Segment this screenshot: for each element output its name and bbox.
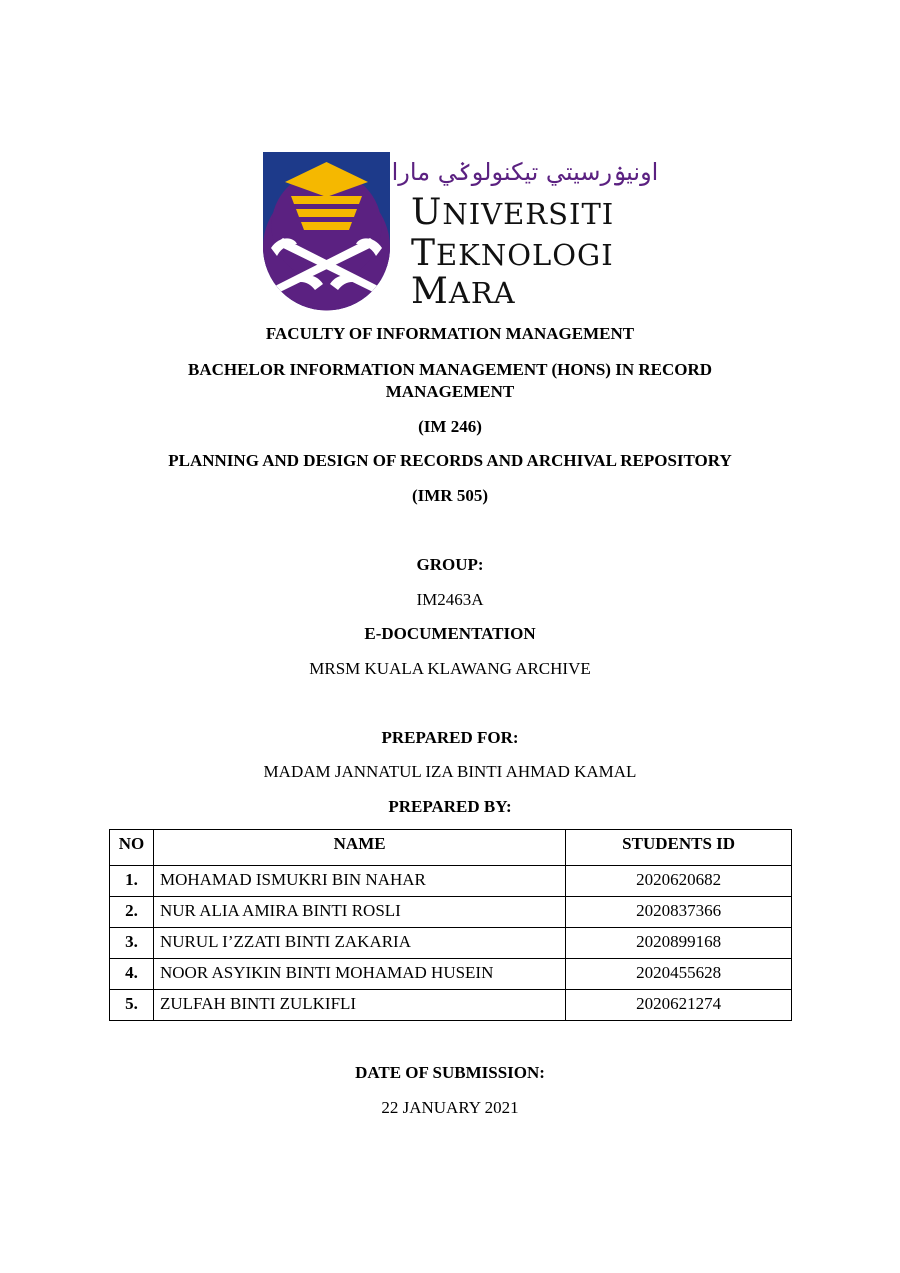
programme-title-line1: BACHELOR INFORMATION MANAGEMENT (HONS) IN RECORD	[187, 360, 713, 379]
logo-word-universiti: UNIVERSITI	[411, 192, 615, 233]
student-name: NURUL I’ZZATI BINTI ZAKARIA	[153, 928, 565, 959]
project-label: E-DOCUMENTATION	[364, 624, 536, 643]
members-table	[109, 829, 792, 1021]
student-name: NUR ALIA AMIRA BINTI ROSLI	[153, 897, 565, 928]
programme-code: (IM 246)	[418, 417, 482, 436]
table-row	[110, 990, 792, 1021]
faculty-title: FACULTY OF INFORMATION MANAGEMENT	[265, 324, 635, 343]
uitm-logo	[263, 150, 659, 312]
table-row	[110, 928, 792, 959]
submission-label: DATE OF SUBMISSION:	[355, 1063, 545, 1082]
table-header-row	[110, 830, 792, 866]
student-id: 2020837366	[566, 897, 792, 928]
prepared-by-label: PREPARED BY:	[388, 797, 512, 816]
table-row	[110, 959, 792, 990]
student-name: MOHAMAD ISMUKRI BIN NAHAR	[153, 866, 565, 897]
column-header-student-id: STUDENTS ID	[566, 830, 792, 866]
row-number: 5.	[110, 990, 154, 1021]
uitm-shield-emblem	[263, 152, 390, 310]
group-value: IM2463A	[416, 590, 484, 609]
row-number: 2.	[110, 897, 154, 928]
student-id: 2020899168	[566, 928, 792, 959]
row-number: 1.	[110, 866, 154, 897]
logo-word-mara: MARA	[411, 271, 516, 312]
submission-date: 22 JANUARY 2021	[381, 1098, 519, 1117]
student-name: NOOR ASYIKIN BINTI MOHAMAD HUSEIN	[153, 959, 565, 990]
course-title: PLANNING AND DESIGN OF RECORDS AND ARCHIVAL REPOSITORY	[168, 451, 732, 470]
row-number: 3.	[110, 928, 154, 959]
column-header-name: NAME	[153, 830, 565, 866]
logo-word-teknologi: TEKNOLOGI	[411, 233, 614, 274]
column-header-no: NO	[110, 830, 154, 866]
jawi-text: اونيۏرسيتي تيكنولوݢي مارا	[391, 158, 659, 186]
prepared-for-label: PREPARED FOR:	[381, 728, 519, 747]
programme-title-line2: MANAGEMENT	[385, 382, 515, 401]
jawi-script-wordmark	[391, 150, 659, 192]
table-row	[110, 897, 792, 928]
student-id: 2020620682	[566, 866, 792, 897]
student-id: 2020621274	[566, 990, 792, 1021]
course-code: (IMR 505)	[411, 486, 488, 505]
row-number: 4.	[110, 959, 154, 990]
prepared-for-value: MADAM JANNATUL IZA BINTI AHMAD KAMAL	[263, 762, 637, 781]
group-label: GROUP:	[416, 555, 484, 574]
student-id: 2020455628	[566, 959, 792, 990]
student-name: ZULFAH BINTI ZULKIFLI	[153, 990, 565, 1021]
project-value: MRSM KUALA KLAWANG ARCHIVE	[309, 659, 591, 678]
table-row	[110, 866, 792, 897]
